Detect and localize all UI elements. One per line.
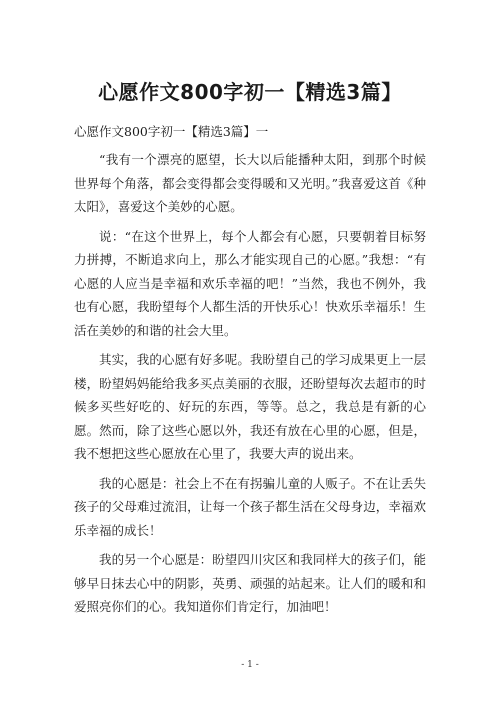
paragraph: 我的另一个心愿是：盼望四川灾区和我同样大的孩子们，能够早日抹去心中的阴影，英勇、顽强的站起来。让人们的暖和和爱照亮你们的心。我知道你们肯定行，加油吧！ xyxy=(74,552,426,614)
paragraph: “我有一个漂亮的愿望，长大以后能播种太阳，到那个时候世界每个角落，都会变得都会变得暖和又光明。”我喜爱这首《种太阳》，喜爱这个美妙的心愿。 xyxy=(74,152,426,214)
document-body xyxy=(74,122,426,625)
paragraph: 说：“在这个世界上，每个人都会有心愿，只要朝着目标努力拼搏，不断追求向上，那么才能实现自己的心愿。”我想：“有心愿的人应当是幸福和欢乐幸福的吧！”当然，我也不例外，我也有心愿，我盼望每个人都生活的开快乐心！快欢乐幸福乐！生活在美妙的和谐的社会大里。 xyxy=(74,228,426,338)
page-number: - 1 - xyxy=(241,660,259,670)
section-heading: 心愿作文800字初一【精选3篇】一 xyxy=(74,124,269,139)
paragraph: 其实，我的心愿有好多呢。我盼望自己的学习成果更上一层楼，盼望妈妈能给我多买点美丽的衣服，还盼望每次去超市的时候多买些好吃的、好玩的东西，等等。总之，我总是有新的心愿。然而，除了这些心愿以外，我还有放在心里的心愿，但是，我不想把这些心愿放在心里了，我要大声的说出来。 xyxy=(74,352,426,461)
paragraph: 我的心愿是：社会上不在有拐骗儿童的人贩子。不在让丢失孩子的父母难过流泪，让每一个孩子都生活在父母身边，幸福欢乐幸福的成长！ xyxy=(74,475,426,538)
document-title: 心愿作文800字初一【精选3篇】 xyxy=(98,80,402,104)
